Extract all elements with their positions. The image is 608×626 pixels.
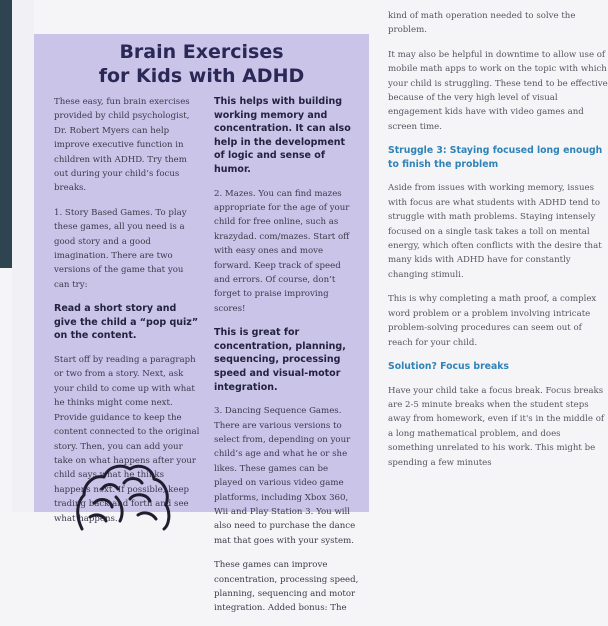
brain-exercises-panel xyxy=(34,34,369,614)
dance-paragraph: 3. Dancing Sequence Games. There are various versions to select from, depending on your child’s age and what he or she likes. These games can be played on various video game platforms, including Xbox 360, Wii and Play Station 3. You will also need to purchase the dance mat that goes with your system. xyxy=(214,406,356,546)
article-paragraph: Aside from issues with working memory, issues with focus are what students with ADHD tend to struggle with math problems. Staying intensely focused on a single task takes a toll on mental energy, which often conflicts with the desire that many kids with ADHD have for constantly changing stimuli. xyxy=(388,183,602,280)
brain-icon xyxy=(72,459,172,529)
article-paragraph: It may also be helpful in downtime to allow use of mobile math apps to work on the topic with which your child is struggling. These tend to be effective because of the very high level of visual engagement kids have with video games and screen time. xyxy=(388,49,608,132)
background-image-edge xyxy=(0,0,12,268)
panel-title-line2: for Kids with ADHD xyxy=(98,65,305,87)
dance-benefit-paragraph: These games can improve concentration, processing speed, planning, sequencing and motor integration. Added bonus: The xyxy=(214,560,359,614)
story-games-paragraph: 1. Story Based Games. To play these games, all you need is a good story and a good imagination. There are two versions of the game that you can try: xyxy=(54,207,187,290)
article-subheading: Solution? Focus breaks xyxy=(388,360,509,372)
story-body-paragraph: Start off by reading a paragraph or two from a story. Next, ask your child to come up with what he thinks might come next. Provide guidance to keep the content connected to the original story. Then, you can add your take on what happens after your child says what he thinks happens next. If possible, keep trading back and forth and see what happens. xyxy=(54,355,200,524)
article-paragraph: This is why completing a math proof, a complex word problem or a problem involving intricate problem-solving procedures can seem out of reach for your child. xyxy=(388,294,597,348)
article-paragraph: kind of math operation needed to solve the problem. xyxy=(388,11,576,36)
article-column xyxy=(388,0,608,512)
panel-title xyxy=(34,40,369,88)
intro-paragraph: These easy, fun brain exercises provided by child psychologist, Dr. Robert Myers can help improve executive function in children with ADHD. Try them out during your child’s focus breaks. xyxy=(54,97,190,194)
working-memory-heading: This helps with building working memory and concentration. It can also help in the development of logic and sense of humor. xyxy=(214,96,351,175)
article-subheading: Struggle 3: Staying focused long enough to finish the problem xyxy=(388,145,603,170)
mazes-benefit-heading: This is great for concentration, planning, sequencing, processing speed and visual-motor integration. xyxy=(214,327,346,393)
panel-right-column xyxy=(214,95,359,626)
article-paragraph: Have your child take a focus break. Focus breaks are 2-5 minute breaks when the student steps away from homework, even if it's in the middle of a long mathematical problem, and does something unrelated to his work. This might be spending a few minutes xyxy=(388,385,605,468)
story-quiz-heading: Read a short story and give the child a “pop quiz” on the content. xyxy=(54,303,199,342)
panel-title-line1: Brain Exercises xyxy=(119,41,284,63)
page-margin xyxy=(12,0,34,512)
mazes-paragraph: 2. Mazes. You can find mazes appropriate for the age of your child for free online, such as krazydad. com/mazes. Start off with easy ones and move forward. Keep track of speed and errors. Of course, don’t forget to praise improving scores! xyxy=(214,188,350,314)
